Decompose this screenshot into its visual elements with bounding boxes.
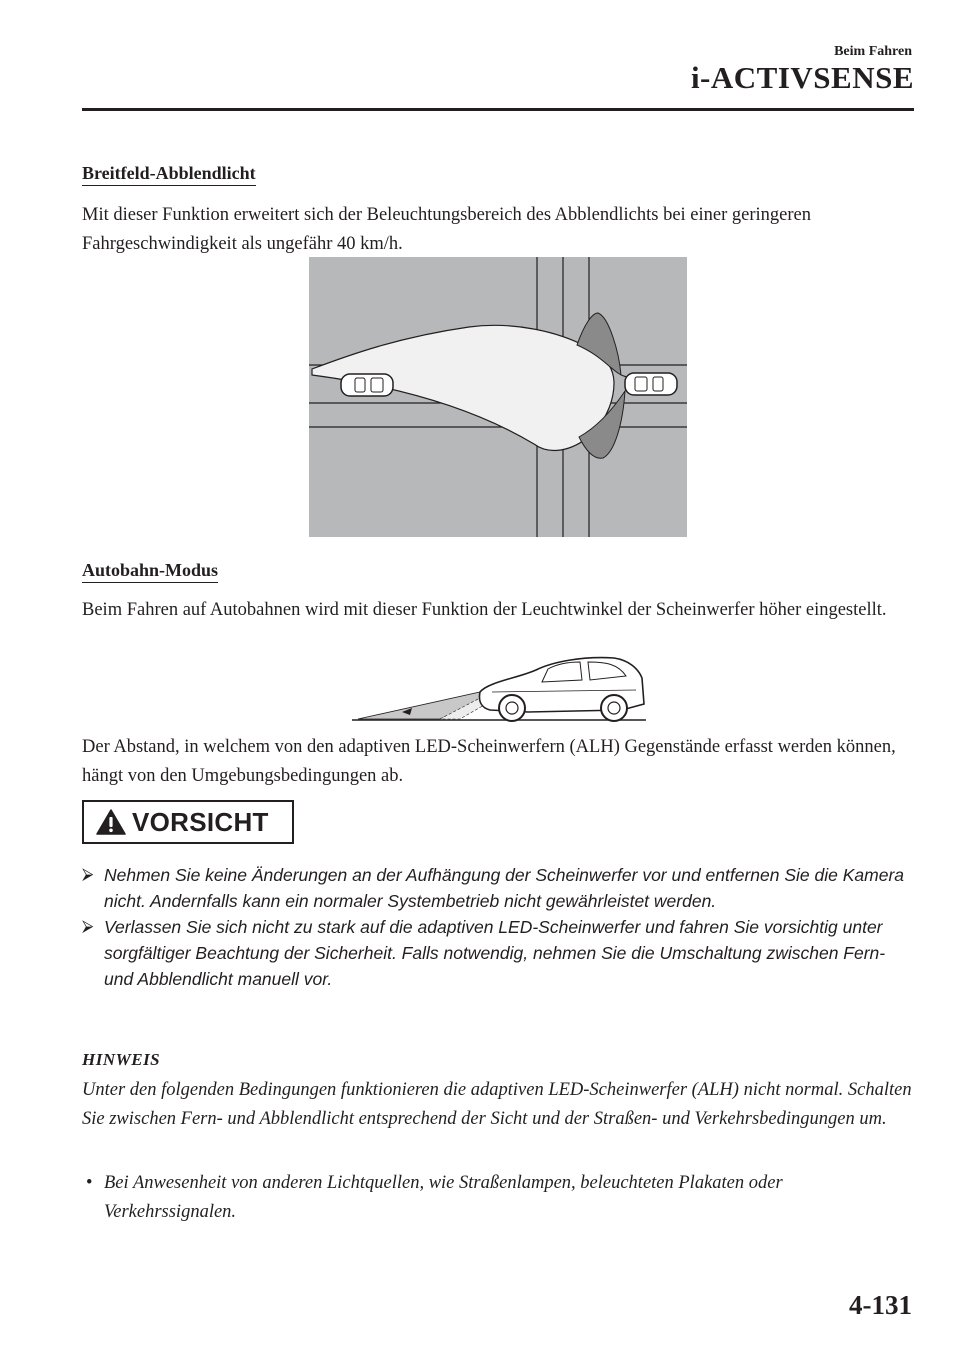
header-title: i-ACTIVSENSE [690,60,914,95]
page-number: 4-131 [849,1290,912,1320]
section-text-highway-mode: Beim Fahren auf Autobahnen wird mit dieser Funktion der Leuchtwinkel der Scheinwerfer höher eingestellt. [82,600,887,620]
note-item: • Bei Anwesenheit von anderen Lichtquellen, wie Straßenlampen, beleuchteten Plakaten oder Verkehrssignalen. [82,1169,912,1227]
header-rule [82,108,914,111]
arrow-bullet-icon: ⮚ [82,918,94,935]
arrow-bullet-icon: ⮚ [82,866,94,883]
wide-beam-illustration [309,257,687,537]
highway-mode-illustration [352,652,646,724]
bullet-dot-icon: • [86,1173,93,1193]
section-heading-highway-mode: Autobahn-Modus [82,560,218,583]
caution-box [82,800,294,844]
header-section-label: Beim Fahren [834,44,912,59]
section-text-wide-beam: Mit dieser Funktion erweitert sich der Beleuchtungsbereich des Abblendlichts bei einer geringeren Fahrgeschwindigkeit als ungefähr 40 km/h. [82,205,811,254]
caution-item: ⮚ Nehmen Sie keine Änderungen an der Aufhängung der Scheinwerfer vor und entfernen Sie die Kamera nicht. Andernfalls kann ein normaler Systembetrieb nicht gewährleistet werden. [82,862,912,914]
note-list [82,1169,912,1227]
caution-item: ⮚ Verlassen Sie sich nicht zu stark auf die adaptiven LED-Scheinwerfer und fahren Sie vorsichtig unter sorgfältiger Beachtung der Sicherheit. Falls notwendig, nehmen Sie die Umschaltung zwischen Fern- und Abblendlicht manuell vor. [82,914,912,992]
detection-range-text: Der Abstand, in welchem von den adaptiven LED-Scheinwerfern (ALH) Gegenstände erfasst werden können, hängt von den Umgebungsbedingungen ab. [82,737,896,786]
section-heading-wide-beam: Breitfeld-Abblendlicht [82,163,256,186]
caution-label: VORSICHT [132,806,269,837]
caution-list [82,862,912,992]
warning-triangle-icon [96,809,126,835]
note-heading: HINWEIS [82,1050,161,1069]
note-text: Unter den folgenden Bedingungen funktionieren die adaptiven LED-Scheinwerfer (ALH) nicht normal. Schalten Sie zwischen Fern- und Abblendlicht entsprechend der Sicht und der Straßen- und Verkehrsbedingungen um. [82,1080,912,1129]
